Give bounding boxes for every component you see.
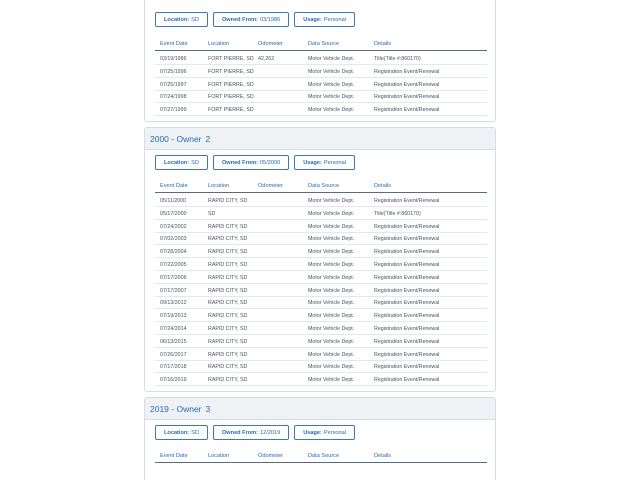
details-cell: Registration Event/Renewal <box>374 223 440 230</box>
data-source-cell: Motor Vehicle Dept. <box>308 326 355 332</box>
location-value: SD <box>191 159 199 166</box>
owned-from-value: 05/2000 <box>260 159 281 166</box>
details-cell: Registration Event/Renewal <box>374 364 440 371</box>
details-cell: Registration Event/Renewal <box>374 236 440 243</box>
owner-card-3 <box>144 397 496 480</box>
event-date-cell: 07/25/1997 <box>160 81 187 88</box>
details-cell: Registration Event/Renewal <box>374 326 440 332</box>
details-cell: Title(Title #:860170) <box>374 56 421 62</box>
location-value: SD <box>191 16 199 23</box>
owner-title: 2000 - Owner <box>150 133 202 144</box>
details-cell: Registration Event/Renewal <box>374 287 440 294</box>
event-date-cell: 07/25/1996 <box>160 68 187 75</box>
location-value: SD <box>191 429 199 436</box>
location-cell: RAPID CITY, SD <box>208 249 248 256</box>
data-source-cell: Motor Vehicle Dept. <box>308 377 355 384</box>
table-row <box>155 90 487 103</box>
owner-summary-pills <box>155 425 355 440</box>
details-cell: Registration Event/Renewal <box>374 68 440 75</box>
usage-pill[interactable] <box>294 12 355 27</box>
details-cell: Registration Event/Renewal <box>374 351 440 358</box>
table-row <box>155 271 487 284</box>
data-source-cell: Motor Vehicle Dept. <box>308 338 355 345</box>
owner-summary-pills <box>155 155 355 170</box>
table-row <box>155 373 487 386</box>
event-date-cell: 09/13/2012 <box>160 300 187 307</box>
location-cell: RAPID CITY, SD <box>208 300 248 307</box>
event-date-cell: 06/13/2015 <box>160 338 187 345</box>
location-cell: FORT PIERRE, SD <box>208 107 254 114</box>
data-source-cell: Motor Vehicle Dept. <box>308 351 355 358</box>
usage-label: Usage: <box>303 159 322 166</box>
history-table-header <box>155 179 487 193</box>
owned-from-label: Owned From: <box>221 159 259 166</box>
usage-pill[interactable] <box>294 425 355 440</box>
table-row <box>155 360 487 373</box>
location-cell: FORT PIERRE, SD <box>208 56 254 62</box>
table-row <box>155 309 487 322</box>
column-header-details: Details <box>374 453 392 459</box>
history-table-header <box>155 37 487 51</box>
details-cell: Registration Event/Renewal <box>374 198 440 204</box>
column-header-odometer: Odometer <box>258 453 283 459</box>
table-row <box>155 245 487 258</box>
owned-from-label: Owned From: <box>221 429 259 436</box>
owner-header[interactable] <box>145 398 495 420</box>
usage-label: Usage: <box>303 16 322 23</box>
details-cell: Registration Event/Renewal <box>374 81 440 88</box>
data-source-cell: Motor Vehicle Dept. <box>308 210 355 217</box>
owned-from-value: 12/2019 <box>260 429 281 436</box>
event-date-cell: 07/17/2018 <box>160 364 187 371</box>
column-header-event-date: Event Date <box>160 41 188 47</box>
table-row <box>155 258 487 271</box>
column-header-odometer: Odometer <box>258 183 283 189</box>
location-pill[interactable] <box>155 425 208 440</box>
data-source-cell: Motor Vehicle Dept. <box>308 198 355 204</box>
location-cell: RAPID CITY, SD <box>208 364 248 371</box>
event-date-cell: 07/17/2006 <box>160 274 187 281</box>
data-source-cell: Motor Vehicle Dept. <box>308 236 355 243</box>
data-source-cell: Motor Vehicle Dept. <box>308 274 355 281</box>
location-cell: SD <box>208 210 216 217</box>
owner-summary-pills <box>155 12 355 27</box>
event-date-cell: 07/24/1998 <box>160 94 187 101</box>
event-date-cell: 07/22/2005 <box>160 262 187 268</box>
owned-from-pill[interactable] <box>213 12 289 27</box>
owned-from-label: Owned From: <box>221 16 259 23</box>
column-header-location: Location <box>208 41 230 47</box>
table-row <box>155 232 487 245</box>
owner-title: 2019 - Owner <box>150 403 202 414</box>
table-row <box>155 194 487 207</box>
location-cell: FORT PIERRE, SD <box>208 81 254 88</box>
details-cell: Registration Event/Renewal <box>374 338 440 345</box>
usage-value: Personal <box>323 16 346 23</box>
location-cell: RAPID CITY, SD <box>208 326 248 332</box>
column-header-details: Details <box>374 183 392 189</box>
details-cell: Registration Event/Renewal <box>374 377 440 384</box>
event-date-cell: 07/16/2019 <box>160 377 187 384</box>
data-source-cell: Motor Vehicle Dept. <box>308 313 355 320</box>
location-cell: RAPID CITY, SD <box>208 274 248 281</box>
location-cell: RAPID CITY, SD <box>208 223 248 230</box>
column-header-event-date: Event Date <box>160 453 188 459</box>
location-label: Location: <box>164 16 190 23</box>
location-cell: RAPID CITY, SD <box>208 236 248 243</box>
event-date-cell: 07/17/2007 <box>160 287 187 294</box>
table-row <box>155 52 487 65</box>
event-date-cell: 07/24/2002 <box>160 223 187 230</box>
table-row <box>155 296 487 309</box>
data-source-cell: Motor Vehicle Dept. <box>308 56 355 62</box>
table-row <box>155 78 487 91</box>
table-row <box>155 322 487 335</box>
event-date-cell: 07/26/2017 <box>160 351 187 358</box>
odometer-cell: 42,262 <box>258 56 275 62</box>
details-cell: Registration Event/Renewal <box>374 249 440 256</box>
location-label: Location: <box>164 159 190 166</box>
details-cell: Registration Event/Renewal <box>374 94 440 101</box>
location-pill[interactable] <box>155 12 208 27</box>
location-cell: RAPID CITY, SD <box>208 198 248 204</box>
data-source-cell: Motor Vehicle Dept. <box>308 223 355 230</box>
usage-pill[interactable] <box>294 155 355 170</box>
details-cell: Registration Event/Renewal <box>374 300 440 307</box>
table-row <box>155 348 487 361</box>
event-date-cell: 03/19/1986 <box>160 56 187 62</box>
event-date-cell: 05/11/2000 <box>160 198 187 204</box>
location-label: Location: <box>164 429 190 436</box>
location-cell: RAPID CITY, SD <box>208 338 248 345</box>
data-source-cell: Motor Vehicle Dept. <box>308 68 355 75</box>
column-header-odometer: Odometer <box>258 41 283 47</box>
usage-label: Usage: <box>303 429 322 436</box>
table-row <box>155 103 487 116</box>
event-date-cell: 07/28/2004 <box>160 249 187 256</box>
location-pill[interactable] <box>155 155 208 170</box>
location-cell: FORT PIERRE, SD <box>208 68 254 75</box>
table-row <box>155 335 487 348</box>
details-cell: Registration Event/Renewal <box>374 313 440 320</box>
data-source-cell: Motor Vehicle Dept. <box>308 107 355 114</box>
usage-value: Personal <box>323 159 346 166</box>
table-row <box>155 65 487 78</box>
location-cell: FORT PIERRE, SD <box>208 94 254 101</box>
column-header-location: Location <box>208 453 230 459</box>
location-cell: RAPID CITY, SD <box>208 377 248 384</box>
data-source-cell: Motor Vehicle Dept. <box>308 249 355 256</box>
data-source-cell: Motor Vehicle Dept. <box>308 364 355 371</box>
owned-from-pill[interactable] <box>213 425 289 440</box>
data-source-cell: Motor Vehicle Dept. <box>308 81 355 88</box>
event-date-cell: 07/24/2014 <box>160 326 187 332</box>
column-header-location: Location <box>208 183 230 189</box>
data-source-cell: Motor Vehicle Dept. <box>308 287 355 294</box>
event-date-cell: 05/17/2000 <box>160 210 187 217</box>
owner-card-1 <box>144 0 496 122</box>
column-header-details: Details <box>374 41 392 47</box>
history-table-header <box>155 449 487 463</box>
table-row <box>155 284 487 297</box>
details-cell: Registration Event/Renewal <box>374 107 440 114</box>
table-row <box>155 220 487 233</box>
event-date-cell: 07/19/2013 <box>160 313 187 320</box>
data-source-cell: Motor Vehicle Dept. <box>308 300 355 307</box>
location-cell: RAPID CITY, SD <box>208 313 248 320</box>
details-cell: Registration Event/Renewal <box>374 274 440 281</box>
column-header-data-source: Data Source <box>308 183 340 189</box>
details-cell: Title(Title #:860170) <box>374 210 421 217</box>
owned-from-pill[interactable] <box>213 155 289 170</box>
column-header-data-source: Data Source <box>308 453 340 459</box>
owned-from-value: 03/1986 <box>260 16 281 23</box>
data-source-cell: Motor Vehicle Dept. <box>308 94 355 101</box>
owner-number: 2 <box>205 133 211 144</box>
details-cell: Registration Event/Renewal <box>374 262 440 268</box>
event-date-cell: 07/27/1999 <box>160 107 187 114</box>
location-cell: RAPID CITY, SD <box>208 287 248 294</box>
data-source-cell: Motor Vehicle Dept. <box>308 262 355 268</box>
location-cell: RAPID CITY, SD <box>208 351 248 358</box>
column-header-data-source: Data Source <box>308 41 340 47</box>
event-date-cell: 07/02/2003 <box>160 236 187 243</box>
owner-header[interactable] <box>145 128 495 150</box>
owner-number: 3 <box>205 403 211 414</box>
owner-card-2 <box>144 127 496 392</box>
location-cell: RAPID CITY, SD <box>208 262 248 268</box>
column-header-event-date: Event Date <box>160 183 188 189</box>
usage-value: Personal <box>323 429 346 436</box>
table-row <box>155 207 487 220</box>
